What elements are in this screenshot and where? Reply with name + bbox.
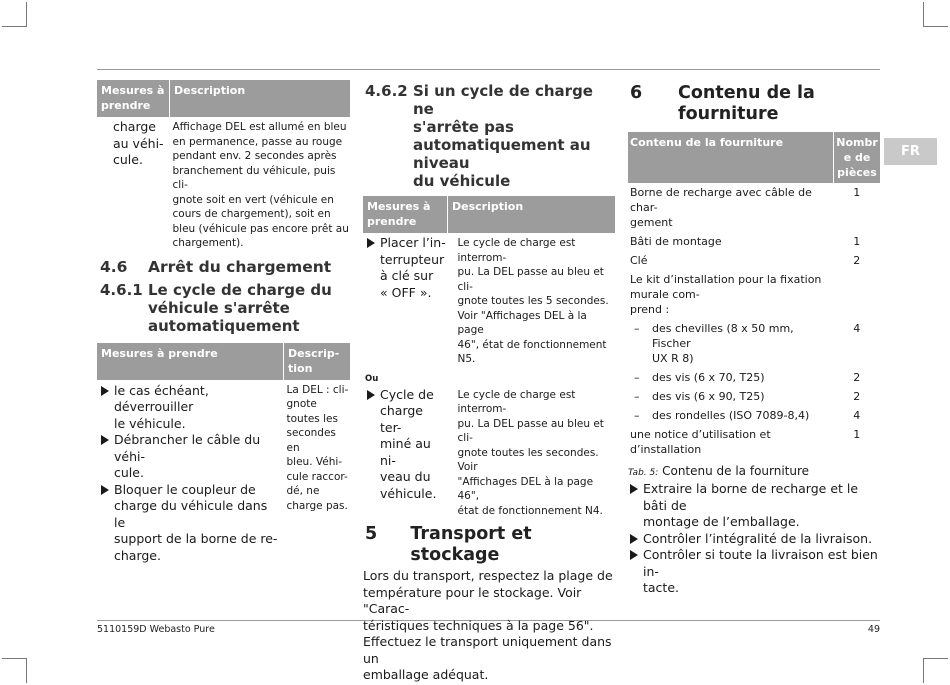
list-item: Débrancher le câble du véhi- cule.: [99, 432, 280, 482]
table-row: [628, 406, 880, 425]
bullet-arrow-icon: [367, 238, 375, 248]
or-separator: Ou: [365, 373, 379, 384]
table-cell-quantity: 1: [853, 186, 861, 199]
table-cell-description: Affichage DEL est allumé en bleu en permanence, passe au rouge pendant env. 2 secondes après branchement du véhicule, puis cli- gnote soit en vert (véhicule en cours de chargement), soit en bleu (véhicule pas encore prêt au chargement).: [172, 121, 349, 249]
table-header-quantity: Nombr e de pièces: [834, 132, 881, 183]
heading-4-6-1: 4.6.1 Le cycle de charge du véhicule s'arrête automatiquement: [100, 280, 332, 335]
table-cell-item: – des vis (6 x 90, T25): [628, 387, 834, 406]
list-item: Cycle de charge ter- miné au ni- veau du véhicule.: [365, 387, 448, 503]
table-cell-description: Le cycle de charge est interrom- pu. La DEL passe au bleu et cli- gnote toutes les 5 secondes. Voir "Affichages DEL à la page 46", état de fonctionnement N5.: [457, 237, 609, 365]
crop-mark-top-left: [2, 2, 27, 27]
table-cell-quantity: [834, 270, 881, 319]
dash-marker: –: [634, 322, 640, 335]
bullet-arrow-icon: [367, 390, 375, 400]
language-tab: FR: [884, 138, 937, 165]
bullet-arrow-icon: [630, 484, 638, 494]
dash-marker: –: [634, 409, 640, 422]
bullet-arrow-icon: [630, 550, 638, 560]
table-row: [628, 232, 880, 251]
table-cell-quantity: 1: [853, 235, 861, 248]
dash-marker: –: [634, 371, 640, 384]
delivery-instructions: [628, 481, 880, 597]
table-cell-quantity: 4: [853, 322, 861, 335]
table-row: [628, 425, 880, 459]
table-cycle-not-stopped: [363, 196, 615, 518]
bullet-arrow-icon: [630, 534, 638, 544]
bullet-arrow-icon: [101, 485, 109, 495]
table-cell-measures: [97, 380, 284, 565]
list-item: Placer l’in- terrupteur à clé sur « OFF ».: [365, 235, 448, 301]
bullet-arrow-icon: [101, 435, 109, 445]
table-header-description: Description: [170, 80, 351, 117]
column-right: [628, 80, 880, 597]
table-cell-measure: [363, 387, 448, 519]
list-item: le cas échéant, déverrouiller le véhicule.: [99, 383, 280, 433]
table-cell-item: – des rondelles (ISO 7089-8,4): [628, 406, 834, 425]
crop-mark-bottom-left: [2, 658, 27, 683]
table-cell-item: – des vis (6 x 70, T25): [628, 368, 834, 387]
table-row: [628, 368, 880, 387]
footer-page-number: 49: [867, 624, 880, 635]
table-delivery-contents: [628, 132, 880, 459]
transport-paragraph: Lors du transport, respectez la plage de température pour le stockage. Voir "Carac- téristiques techniques à la page 56". Effectuez le transport uniquement dans un emballage adéquat.: [363, 568, 613, 682]
table-header-measures: Mesures à prendre: [363, 196, 448, 233]
list-item: Contrôler l’intégralité de la livraison.: [628, 531, 880, 548]
table-cell-item: Bâti de montage: [630, 235, 722, 248]
table-cell-item: – des chevilles (8 x 50 mm, Fischer UX R 8): [628, 319, 834, 368]
table-cell-description: La DEL : cli- gnote toutes les secondes en bleu. Véhi- cule raccor- dé, ne charge pas.: [286, 383, 349, 512]
table-row: [628, 183, 880, 232]
table-stop-charging: [97, 343, 350, 565]
bullet-arrow-icon: [101, 386, 109, 396]
list-item: Bloquer le coupleur de charge du véhicule dans le support de la borne de re- charge.: [99, 482, 280, 565]
list-item: Extraire la borne de recharge et le bâti de montage de l’emballage.: [628, 481, 880, 531]
crop-mark-top-right: [923, 2, 948, 27]
table-cell-item: Clé: [630, 254, 648, 267]
table-header-description: Descrip- tion: [284, 343, 351, 380]
dash-marker: –: [634, 390, 640, 403]
table-cell-measure: charge au véhi- cule.: [113, 119, 164, 167]
table-header-contents: Contenu de la fourniture: [628, 132, 834, 183]
header-rule: [97, 69, 880, 70]
table-header-description: Description: [448, 196, 616, 233]
table-cell-measure: [363, 233, 448, 367]
table-row: [628, 387, 880, 406]
table-header-measures: Mesures à prendre: [97, 80, 170, 117]
table-cell-item: Borne de recharge avec câble de char- gement: [630, 186, 812, 229]
column-left: [97, 80, 350, 564]
table-row: [628, 319, 880, 368]
table-cell-quantity: 2: [853, 390, 861, 403]
table-caption: Tab. 5: Contenu de la fourniture: [628, 464, 810, 478]
table-cell-quantity: 2: [853, 254, 861, 267]
heading-5: 5 Transport et stockage: [365, 524, 532, 565]
table-header-measures: Mesures à prendre: [97, 343, 284, 380]
heading-6: 6 Contenu de la fourniture: [630, 83, 815, 124]
list-item: Contrôler si toute la livraison est bien in- tacte.: [628, 547, 880, 597]
table-cell-item: Le kit d’installation pour la fixation murale com- prend :: [630, 273, 822, 316]
column-middle: [363, 80, 615, 684]
table-cell-quantity: 4: [853, 409, 861, 422]
heading-4-6: 4.6 Arrêt du chargement: [100, 257, 332, 276]
crop-mark-bottom-right: [923, 658, 948, 683]
footer-document-id: 5110159D Webasto Pure: [97, 624, 215, 635]
table-cell-quantity: 2: [853, 371, 861, 384]
table-row: [628, 251, 880, 270]
table-measures-continued: [97, 80, 350, 251]
heading-4-6-2: 4.6.2 Si un cycle de charge ne s'arrête pas automatiquement au niveau du véhicule: [365, 82, 593, 190]
table-cell-item: une notice d’utilisation et d’installation: [630, 428, 771, 456]
table-cell-quantity: 1: [853, 428, 861, 441]
table-cell-description: Le cycle de charge est interrom- pu. La DEL passe au bleu et cli- gnote toutes les secondes. Voir "Affichages DEL à la page 46", état de fonctionnement N4.: [457, 388, 604, 517]
table-row: [628, 270, 880, 319]
